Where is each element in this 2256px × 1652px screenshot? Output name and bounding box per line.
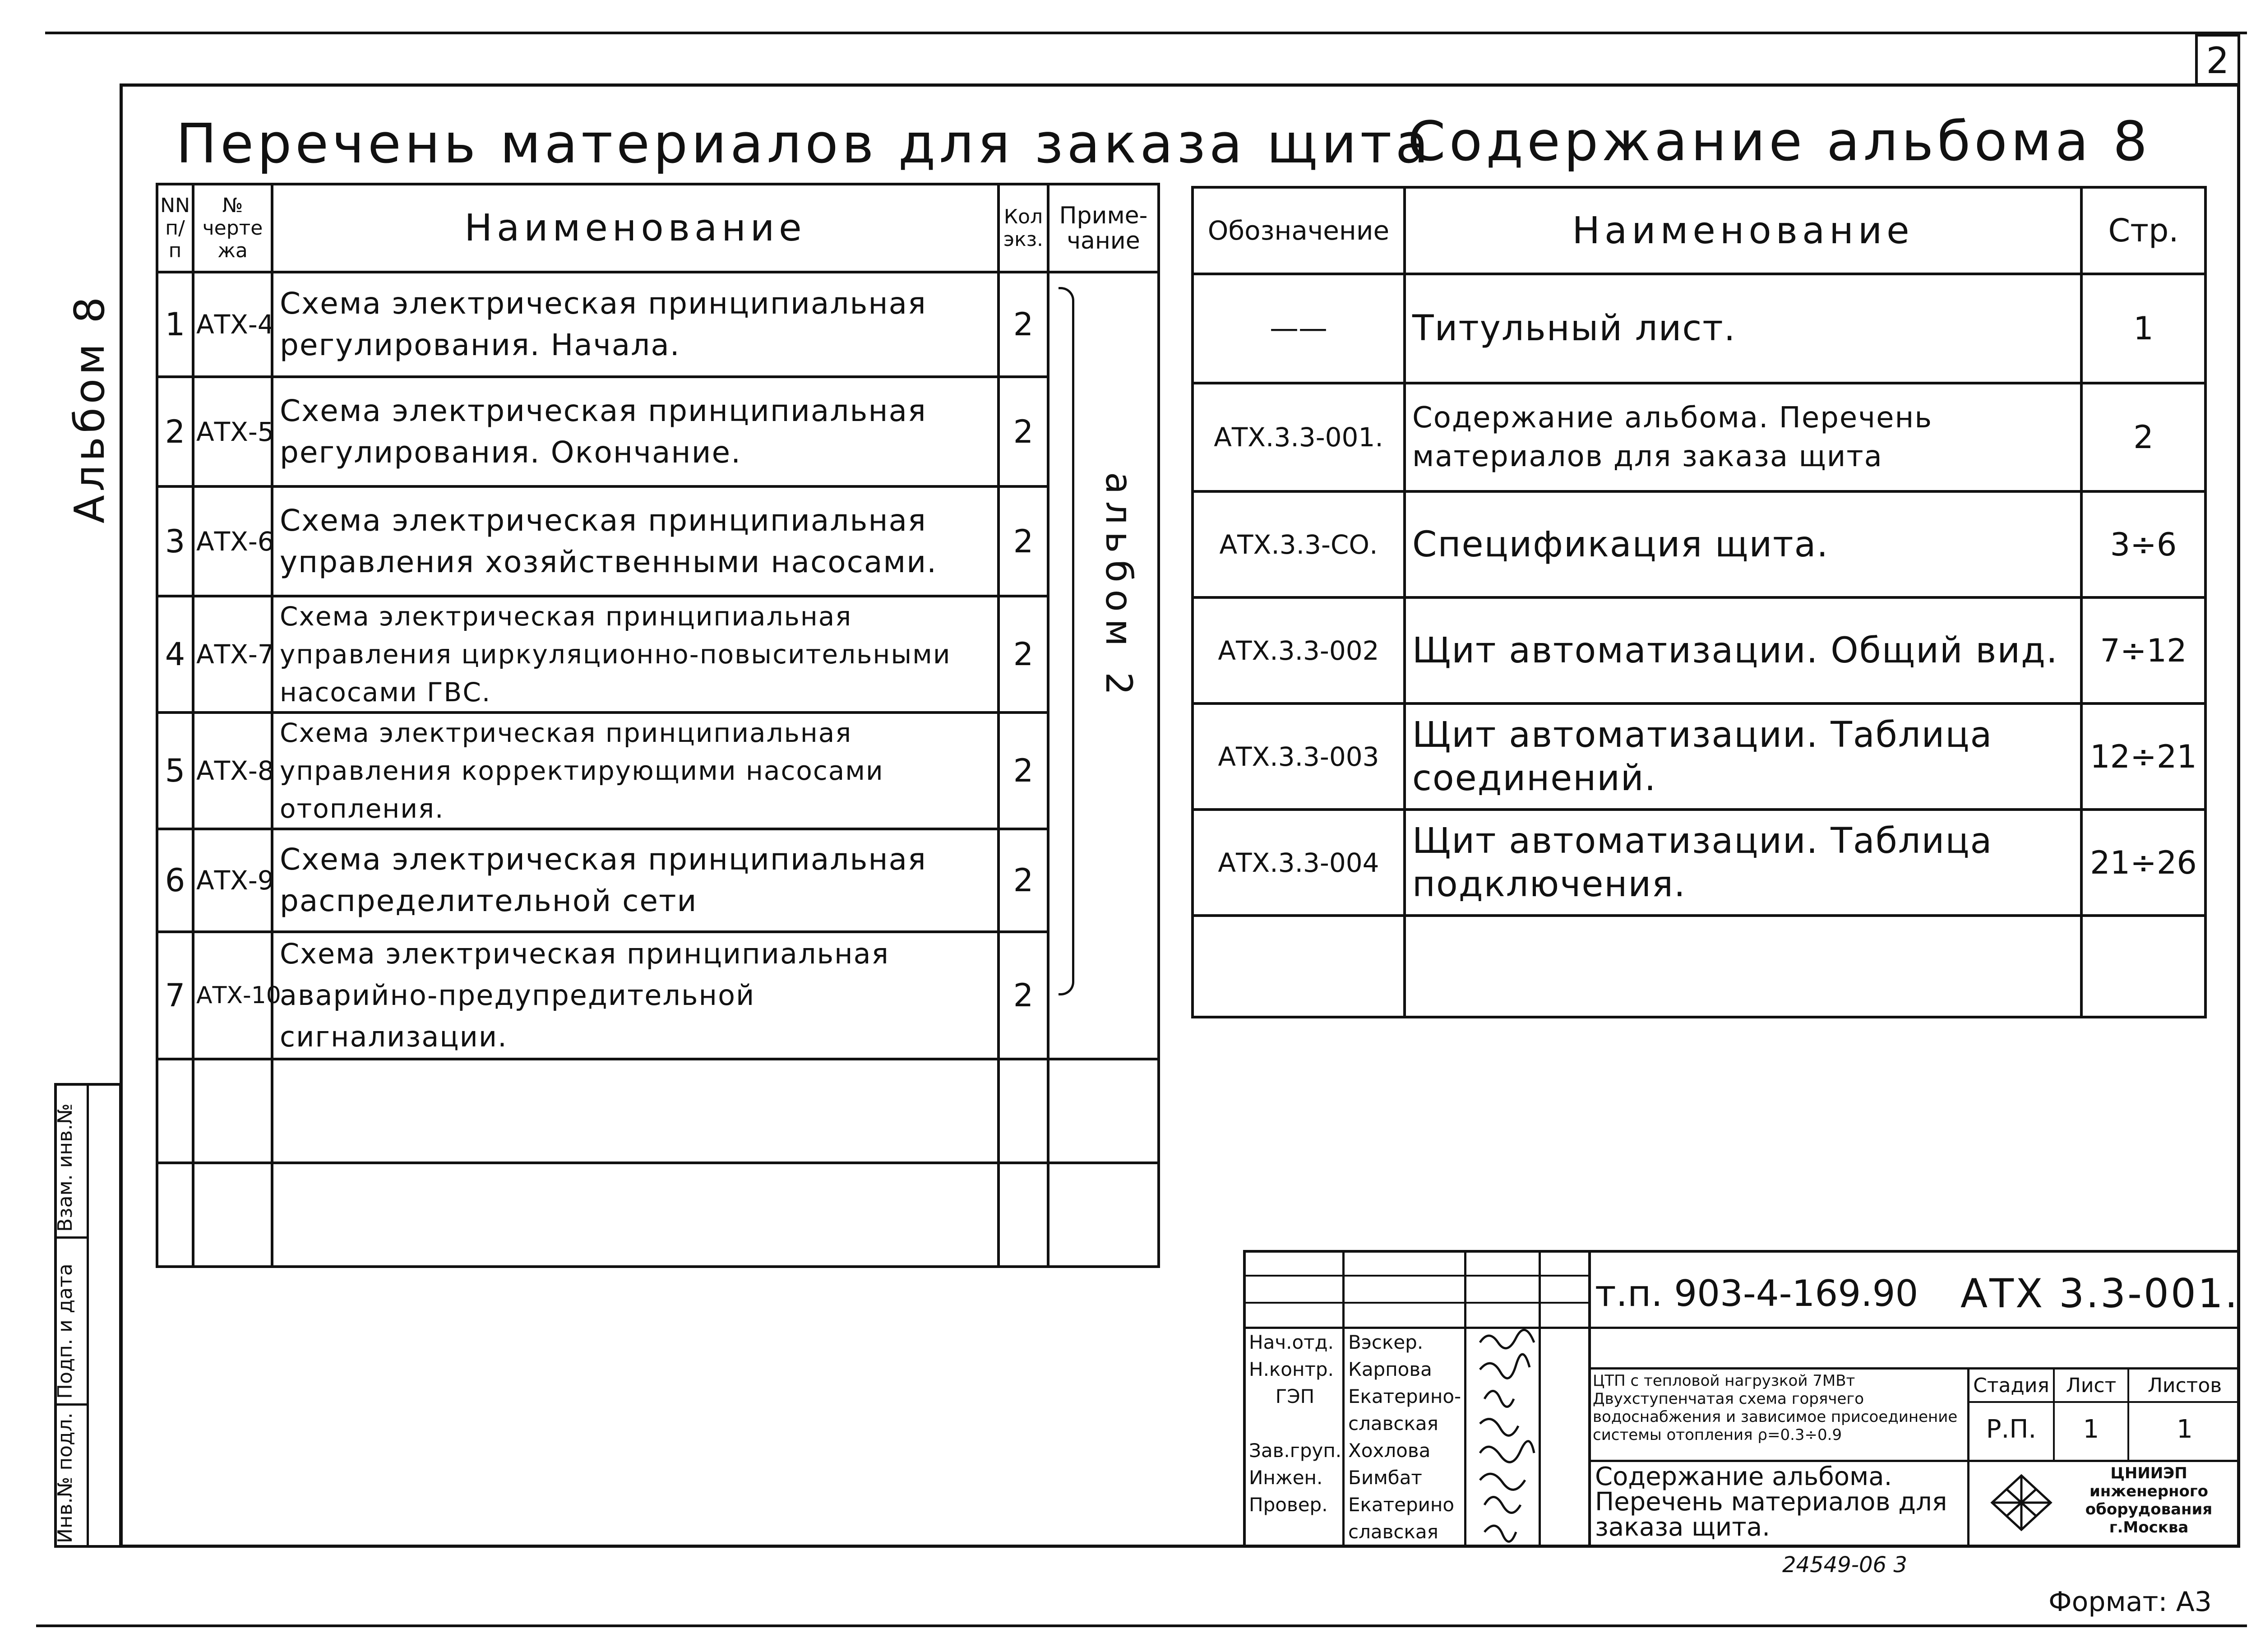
row-num: 1: [157, 272, 193, 377]
table-row: [157, 932, 1159, 1059]
row-qty: 2: [999, 713, 1048, 829]
row-num: 4: [157, 596, 193, 713]
role-name: славская: [1348, 1521, 1438, 1543]
row-name: Спецификация щита.: [1405, 491, 2081, 597]
row-name: Схема электрическая принципиальная регулирования. Окончание.: [272, 377, 999, 486]
row-code: АТХ.3.3-002: [1193, 597, 1405, 703]
row-num: 6: [157, 829, 193, 932]
table-row: [1193, 597, 2205, 703]
signature-mark: [1480, 1354, 1530, 1378]
sheet-label: Лист: [2066, 1374, 2117, 1397]
left-stamp-label-replace: Взам. инв.№: [54, 1103, 77, 1232]
row-code: АТХ.3.3-001.: [1193, 383, 1405, 491]
role-name: Хохлова: [1348, 1439, 1431, 1462]
row-code: АТХ.3.3-004: [1193, 810, 1405, 916]
project-number: т.п. 903-4-169.90: [1595, 1273, 1919, 1314]
row-drawing: АТХ-8: [193, 713, 272, 829]
row-num: 2: [157, 377, 193, 486]
table-row-empty: [157, 1163, 1159, 1267]
header-qty: Кол экз.: [999, 184, 1048, 272]
header-name: Наименование: [1405, 187, 2081, 274]
sheets-label: Листов: [2147, 1374, 2222, 1397]
row-drawing: АТХ-10: [193, 932, 272, 1059]
row-name: Схема электрическая принципиальная распределительной сети: [272, 829, 999, 932]
row-name: Содержание альбома. Перечень материалов для заказа щита: [1405, 383, 2081, 491]
object-description: ЦТП с тепловой нагрузкой 7МВт Двухступенчатая схема горячего водоснабжения и зависимое присоединение системы отопления ρ=0.3÷0.9: [1593, 1372, 1958, 1444]
header-code: Обозначение: [1193, 187, 1405, 274]
row-drawing: АТХ-6: [193, 486, 272, 596]
footer-code: 24549-06 3: [1782, 1552, 1907, 1578]
role-name: Бимбат: [1348, 1467, 1422, 1489]
signature-mark: [1484, 1391, 1514, 1407]
row-page: 21÷26: [2081, 810, 2205, 916]
row-code: АТХ.3.3-003: [1193, 703, 1405, 810]
role-name: Вэскер.: [1348, 1331, 1424, 1353]
table-row: [1193, 383, 2205, 491]
table-row-empty: [157, 1059, 1159, 1163]
row-name: Схема электрическая принципиальная управления хозяйственными насосами.: [272, 486, 999, 596]
bottom-rule: [36, 1624, 2247, 1627]
sheets-value: 1: [2177, 1415, 2193, 1444]
row-name: Щит автоматизации. Общий вид.: [1405, 597, 2081, 703]
row-drawing: АТХ-5: [193, 377, 272, 486]
row-page: 1: [2081, 274, 2205, 383]
table-row: [157, 377, 1159, 486]
row-qty: 2: [999, 829, 1048, 932]
org-logo-icon: [1988, 1471, 2055, 1534]
header-note: Приме- чание: [1048, 184, 1159, 272]
signature-mark: [1480, 1419, 1518, 1436]
materials-title: Перечень материалов для заказа щита: [176, 113, 1432, 176]
row-name: Схема электрическая принципиальная управления циркуляционно-повысительными насосами ГВС.: [272, 596, 999, 713]
header-page: Стр.: [2081, 187, 2205, 274]
row-page: 7÷12: [2081, 597, 2205, 703]
row-drawing: АТХ-7: [193, 596, 272, 713]
note-album-ref: альбом 2: [1098, 472, 1140, 703]
signature-mark: [1484, 1497, 1521, 1513]
signature-mark: [1484, 1526, 1516, 1541]
row-page: 12÷21: [2081, 703, 2205, 810]
signature-mark: [1480, 1330, 1534, 1348]
role-label: Нач.отд.: [1249, 1331, 1334, 1353]
role-label: ГЭП: [1275, 1385, 1315, 1407]
left-stamp-label-sign: Подп. и дата: [54, 1263, 77, 1399]
row-qty: 2: [999, 486, 1048, 596]
org-name: ЦНИИЭП инженерного оборудования г.Москва: [2085, 1464, 2213, 1536]
format-label: Формат: А3: [2048, 1586, 2212, 1618]
row-drawing: АТХ-9: [193, 829, 272, 932]
doc-code: АТХ 3.3-001.: [1960, 1270, 2239, 1317]
contents-table: [1191, 186, 2207, 1018]
left-stamp-divider: [87, 1083, 89, 1548]
table-row: [157, 713, 1159, 829]
row-name: Титульный лист.: [1405, 274, 2081, 383]
table-row: [157, 829, 1159, 932]
table-row: [157, 486, 1159, 596]
materials-table: [156, 183, 1160, 1268]
note-merged-cell: [1048, 272, 1159, 1059]
role-name: Карпова: [1348, 1358, 1432, 1380]
header-num: NN п/п: [157, 184, 193, 272]
row-qty: 2: [999, 272, 1048, 377]
row-num: 7: [157, 932, 193, 1059]
row-qty: 2: [999, 377, 1048, 486]
role-label: [1245, 1518, 1345, 1546]
row-qty: 2: [999, 596, 1048, 713]
note-bracket: [1059, 287, 1074, 995]
role-label: Провер.: [1249, 1494, 1328, 1516]
album-side-label: Альбом 8: [65, 293, 114, 523]
table-row-empty: [1193, 916, 2205, 1017]
row-page: 3÷6: [2081, 491, 2205, 597]
top-rule: [45, 32, 2247, 34]
table-row: [157, 596, 1159, 713]
role-name: Екатерино-: [1348, 1385, 1461, 1407]
contents-title: Содержание альбома 8: [1408, 111, 2151, 173]
sheet-value: 1: [2083, 1415, 2099, 1444]
header-name: Наименование: [272, 184, 999, 272]
document-title: Содержание альбома. Перечень материалов для заказа щита.: [1595, 1462, 1947, 1542]
row-name: Схема электрическая принципиальная управления корректирующими насосами отопления.: [272, 713, 999, 829]
row-name: Щит автоматизации. Таблица подключения.: [1405, 810, 2081, 916]
role-name: славская: [1348, 1412, 1438, 1435]
role-name: Екатерино: [1348, 1494, 1455, 1516]
row-code: АТХ.3.3-СО.: [1193, 491, 1405, 597]
table-row: [1193, 810, 2205, 916]
row-name: Схема электрическая принципиальная регулирования. Начала.: [272, 272, 999, 377]
row-drawing: АТХ-4: [193, 272, 272, 377]
role-label: [1245, 1410, 1345, 1437]
row-num: 3: [157, 486, 193, 596]
row-name: Схема электрическая принципиальная аварийно-предупредительной сигнализации.: [272, 932, 999, 1059]
role-label: Инжен.: [1249, 1467, 1323, 1489]
signature-mark: [1480, 1441, 1534, 1462]
role-label: Н.контр.: [1249, 1358, 1334, 1380]
left-stamp-label-inv: Инв.№ подл.: [54, 1412, 77, 1543]
row-code: ——: [1193, 274, 1405, 383]
header-drawing: № черте жа: [193, 184, 272, 272]
stage-value: Р.П.: [1986, 1415, 2037, 1444]
table-row: [1193, 274, 2205, 383]
row-num: 5: [157, 713, 193, 829]
row-qty: 2: [999, 932, 1048, 1059]
signature-mark: [1480, 1474, 1525, 1490]
role-label: Зав.груп.: [1249, 1439, 1342, 1462]
sheet-number: 2: [2206, 40, 2229, 82]
table-row: [157, 272, 1159, 377]
table-row: [1193, 491, 2205, 597]
row-page: 2: [2081, 383, 2205, 491]
table-row: [1193, 703, 2205, 810]
signatures: [1466, 1327, 1588, 1548]
row-name: Щит автоматизации. Таблица соединений.: [1405, 703, 2081, 810]
stage-label: Стадия: [1973, 1374, 2049, 1397]
